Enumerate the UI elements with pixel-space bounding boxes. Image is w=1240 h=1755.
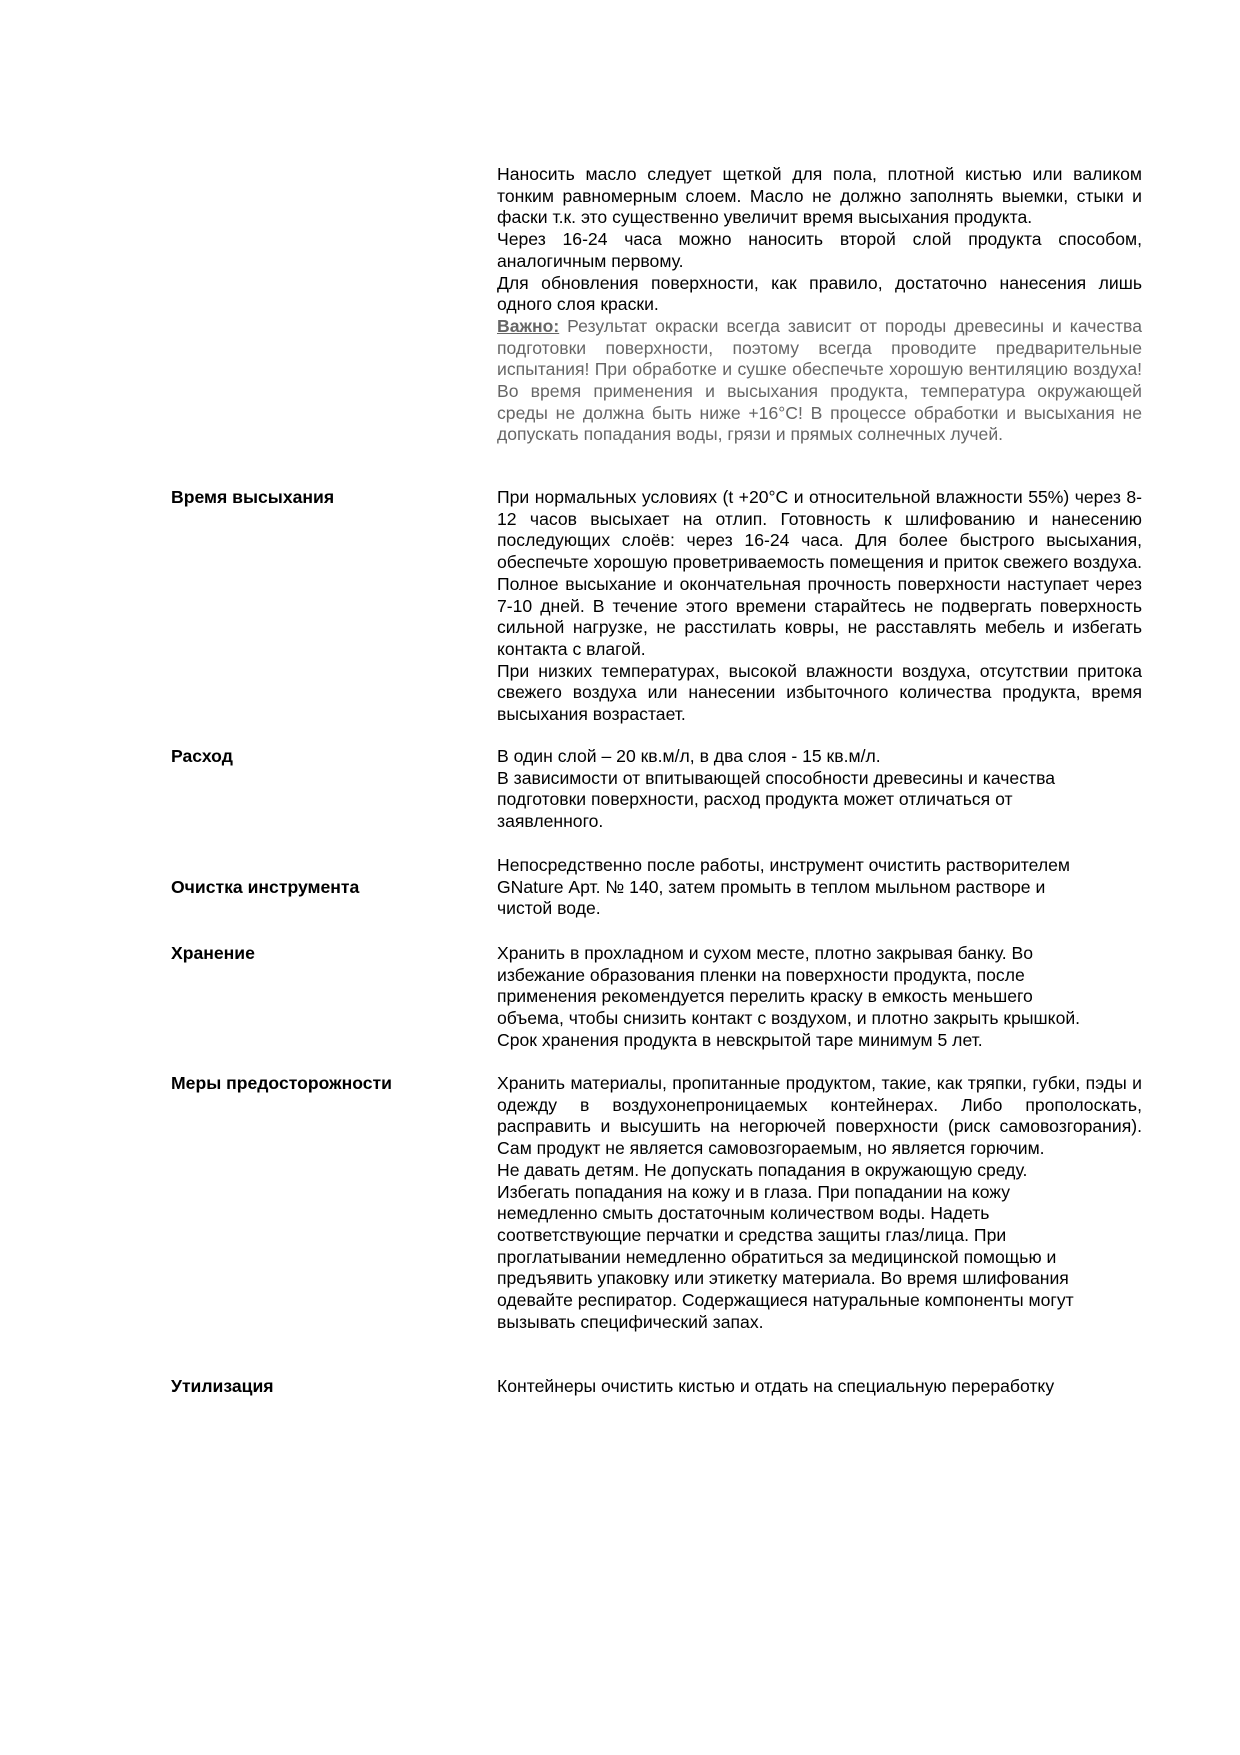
precautions-line: Не давать детям. Не допускать попадания в окружающую среду. [497, 1159, 1028, 1180]
disposal-body [497, 1376, 1142, 1398]
storage-body [497, 943, 1142, 1052]
precautions-line: немедленно смыть достаточным количеством воды. Надеть [497, 1203, 990, 1224]
disposal-text: Контейнеры очистить кистью и отдать на специальную переработку [497, 1376, 1055, 1396]
consumption-line: заявленного. [497, 811, 604, 832]
consumption-line: подготовки поверхности, расход продукта может отличаться от [497, 789, 1013, 810]
precautions-line: одевайте респиратор. Содержащиеся натуральные компоненты могут [497, 1290, 1074, 1311]
cleaning-line: Непосредственно после работы, инструмент очистить растворителем [497, 855, 1071, 875]
precautions-body [497, 1073, 1142, 1333]
precautions-label: Меры предосторожности [171, 1073, 392, 1093]
storage-line: Хранить в прохладном и сухом месте, плотно закрывая банку. Во [497, 943, 1034, 963]
disposal-label: Утилизация [171, 1376, 274, 1396]
consumption-line: В зависимости от впитывающей способности древесины и качества [497, 767, 1055, 788]
consumption-rate: В один слой – 20 кв.м/л, в два слоя - 15 кв.м/л. [497, 746, 881, 766]
storage-line: объема, чтобы снизить контакт с воздухом, и плотно закрыть крышкой. [497, 1008, 1081, 1029]
precautions-line: Избегать попадания на кожу и в глаза. При попадании на кожу [497, 1181, 1011, 1202]
application-body [497, 164, 1142, 446]
cleaning-line: GNature Арт. № 140, затем промыть в теплом мыльном растворе и [497, 876, 1046, 897]
storage-line: применения рекомендуется перелить краску в емкость меньшего [497, 986, 1033, 1007]
cleaning-label: Очистка инструмента [171, 877, 360, 897]
consumption-body [497, 746, 1142, 833]
application-paragraph: Для обновления поверхности, как правило, достаточно нанесения лишь одного слоя краски. [497, 272, 1142, 315]
drying-paragraph: При низких температурах, высокой влажности воздуха, отсутствии притока свежего воздуха или нанесении избыточного количества продукта, время высыхания возрастает. [497, 660, 1142, 725]
storage-label: Хранение [171, 943, 255, 963]
application-paragraph: Через 16-24 часа можно наносить второй слой продукта способом, аналогичным первому. [497, 229, 1142, 271]
important-note [497, 316, 1142, 446]
important-text: Результат окраски всегда зависит от породы древесины и качества подготовки поверхности, поэтому всегда проводите предварительные испытания! При обработке и сушке обеспечьте хорошую вентиляцию воздуха! Во время применения и высыхания продукта, температура окружающей среды не должна быть ниже +16°С! В процессе обработки и высыхания не допускать попадания воды, грязи и прямых солнечных лучей. [497, 315, 1142, 445]
precautions-line: проглатывании немедленно обратиться за медицинской помощью и [497, 1246, 1057, 1267]
drying-body [497, 487, 1142, 726]
precautions-line: вызывать специфический запах. [497, 1311, 764, 1332]
cleaning-body [497, 855, 1142, 920]
precautions-line: предъявить упаковку или этикетку материала. Во время шлифования [497, 1268, 1069, 1289]
drying-label: Время высыхания [171, 487, 335, 507]
cleaning-line: чистой воде. [497, 898, 601, 919]
consumption-label: Расход [171, 746, 233, 766]
application-paragraph: Наносить масло следует щеткой для пола, плотной кистью или валиком тонким равномерным слоем. Масло не должно заполнять выемки, стыки и фаски т.к. это существенно увеличит время высыхания продукта. [497, 164, 1142, 228]
precautions-line: соответствующие перчатки и средства защиты глаз/лица. При [497, 1224, 1007, 1245]
storage-line: Срок хранения продукта в невскрытой таре минимум 5 лет. [497, 1029, 983, 1050]
precautions-paragraph: Хранить материалы, пропитанные продуктом, такие, как тряпки, губки, пэды и одежду в воздухонепроницаемых контейнерах. Либо прополоскать, расправить и высушить на негорючей поверхности (риск самовозгорания). Сам продукт не является самовозгораемым, но является горючим. [497, 1073, 1142, 1159]
important-label: Важно: [497, 315, 560, 336]
drying-paragraph: При нормальных условиях (t +20°С и относительной влажности 55%) через 8-12 часов высыхает на отлип. Готовность к шлифованию и нанесению последующих слоёв: через 16-24 часа. Для более быстрого высыхания, обеспечьте хорошую проветриваемость помещения и приток свежего воздуха. Полное высыхание и окончательная прочность поверхности наступает через 7-10 дней. В течение этого времени старайтесь не подвергать поверхность сильной нагрузке, не расстилать ковры, не расставлять мебель и избегать контакта с влагой. [497, 487, 1142, 659]
storage-line: избежание образования пленки на поверхности продукта, после [497, 964, 1025, 985]
